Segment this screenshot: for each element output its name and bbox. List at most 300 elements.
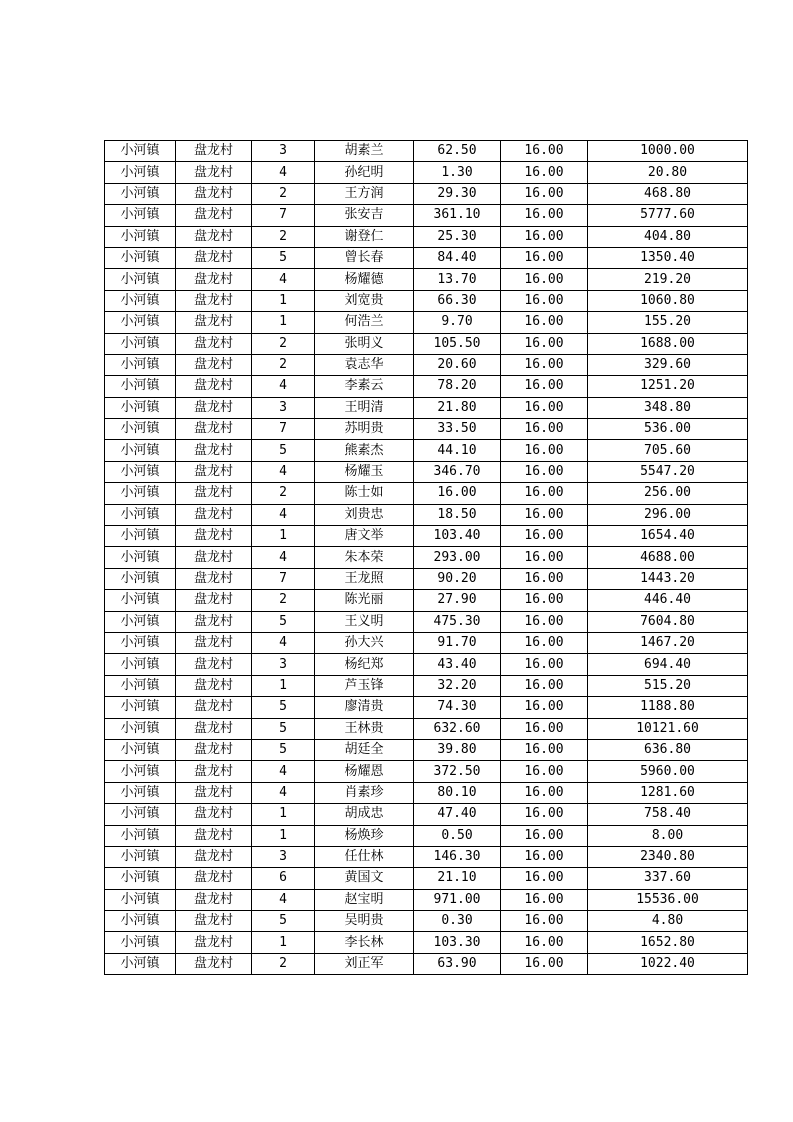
name-cell: 黄国文 bbox=[315, 868, 414, 889]
group-cell: 5 bbox=[252, 247, 315, 268]
price-cell: 16.00 bbox=[501, 290, 588, 311]
town-cell: 小河镇 bbox=[105, 868, 176, 889]
village-cell: 盘龙村 bbox=[176, 547, 252, 568]
village-cell: 盘龙村 bbox=[176, 718, 252, 739]
amount-cell: 4688.00 bbox=[588, 547, 748, 568]
group-cell: 4 bbox=[252, 269, 315, 290]
area-cell: 80.10 bbox=[414, 782, 501, 803]
area-cell: 21.80 bbox=[414, 397, 501, 418]
group-cell: 4 bbox=[252, 547, 315, 568]
group-cell: 1 bbox=[252, 312, 315, 333]
area-cell: 16.00 bbox=[414, 483, 501, 504]
area-cell: 103.30 bbox=[414, 932, 501, 953]
town-cell: 小河镇 bbox=[105, 611, 176, 632]
town-cell: 小河镇 bbox=[105, 333, 176, 354]
group-cell: 3 bbox=[252, 397, 315, 418]
name-cell: 孙大兴 bbox=[315, 632, 414, 653]
name-cell: 刘贵忠 bbox=[315, 504, 414, 525]
village-cell: 盘龙村 bbox=[176, 782, 252, 803]
name-cell: 胡廷全 bbox=[315, 739, 414, 760]
price-cell: 16.00 bbox=[501, 504, 588, 525]
amount-cell: 155.20 bbox=[588, 312, 748, 333]
price-cell: 16.00 bbox=[501, 761, 588, 782]
town-cell: 小河镇 bbox=[105, 376, 176, 397]
table-row bbox=[105, 654, 748, 675]
table-row bbox=[105, 376, 748, 397]
amount-cell: 468.80 bbox=[588, 183, 748, 204]
amount-cell: 636.80 bbox=[588, 739, 748, 760]
area-cell: 361.10 bbox=[414, 205, 501, 226]
village-cell: 盘龙村 bbox=[176, 932, 252, 953]
town-cell: 小河镇 bbox=[105, 782, 176, 803]
town-cell: 小河镇 bbox=[105, 483, 176, 504]
village-cell: 盘龙村 bbox=[176, 590, 252, 611]
table-row bbox=[105, 333, 748, 354]
amount-cell: 1467.20 bbox=[588, 632, 748, 653]
town-cell: 小河镇 bbox=[105, 183, 176, 204]
town-cell: 小河镇 bbox=[105, 312, 176, 333]
price-cell: 16.00 bbox=[501, 440, 588, 461]
amount-cell: 1688.00 bbox=[588, 333, 748, 354]
table-row bbox=[105, 953, 748, 974]
price-cell: 16.00 bbox=[501, 953, 588, 974]
table-row bbox=[105, 846, 748, 867]
area-cell: 346.70 bbox=[414, 461, 501, 482]
name-cell: 任仕林 bbox=[315, 846, 414, 867]
village-cell: 盘龙村 bbox=[176, 333, 252, 354]
group-cell: 2 bbox=[252, 333, 315, 354]
town-cell: 小河镇 bbox=[105, 632, 176, 653]
group-cell: 4 bbox=[252, 761, 315, 782]
area-cell: 1.30 bbox=[414, 162, 501, 183]
area-cell: 13.70 bbox=[414, 269, 501, 290]
town-cell: 小河镇 bbox=[105, 911, 176, 932]
name-cell: 杨焕珍 bbox=[315, 825, 414, 846]
table-row bbox=[105, 226, 748, 247]
name-cell: 熊素杰 bbox=[315, 440, 414, 461]
group-cell: 6 bbox=[252, 868, 315, 889]
village-cell: 盘龙村 bbox=[176, 911, 252, 932]
group-cell: 1 bbox=[252, 526, 315, 547]
group-cell: 2 bbox=[252, 590, 315, 611]
group-cell: 5 bbox=[252, 611, 315, 632]
table-row bbox=[105, 483, 748, 504]
area-cell: 20.60 bbox=[414, 354, 501, 375]
amount-cell: 1652.80 bbox=[588, 932, 748, 953]
table-row bbox=[105, 440, 748, 461]
group-cell: 4 bbox=[252, 889, 315, 910]
area-cell: 146.30 bbox=[414, 846, 501, 867]
area-cell: 47.40 bbox=[414, 804, 501, 825]
area-cell: 105.50 bbox=[414, 333, 501, 354]
group-cell: 5 bbox=[252, 697, 315, 718]
table-row bbox=[105, 183, 748, 204]
area-cell: 18.50 bbox=[414, 504, 501, 525]
group-cell: 1 bbox=[252, 825, 315, 846]
name-cell: 芦玉锋 bbox=[315, 675, 414, 696]
name-cell: 廖清贵 bbox=[315, 697, 414, 718]
town-cell: 小河镇 bbox=[105, 675, 176, 696]
area-cell: 9.70 bbox=[414, 312, 501, 333]
name-cell: 胡素兰 bbox=[315, 141, 414, 162]
group-cell: 3 bbox=[252, 846, 315, 867]
village-cell: 盘龙村 bbox=[176, 868, 252, 889]
group-cell: 5 bbox=[252, 911, 315, 932]
village-cell: 盘龙村 bbox=[176, 568, 252, 589]
group-cell: 2 bbox=[252, 183, 315, 204]
amount-cell: 1188.80 bbox=[588, 697, 748, 718]
name-cell: 李素云 bbox=[315, 376, 414, 397]
village-cell: 盘龙村 bbox=[176, 632, 252, 653]
table-row bbox=[105, 354, 748, 375]
area-cell: 39.80 bbox=[414, 739, 501, 760]
name-cell: 袁志华 bbox=[315, 354, 414, 375]
table-row bbox=[105, 547, 748, 568]
town-cell: 小河镇 bbox=[105, 547, 176, 568]
table-row bbox=[105, 932, 748, 953]
amount-cell: 348.80 bbox=[588, 397, 748, 418]
name-cell: 曾长春 bbox=[315, 247, 414, 268]
amount-cell: 758.40 bbox=[588, 804, 748, 825]
area-cell: 29.30 bbox=[414, 183, 501, 204]
table-row bbox=[105, 675, 748, 696]
amount-cell: 7604.80 bbox=[588, 611, 748, 632]
name-cell: 杨耀玉 bbox=[315, 461, 414, 482]
table-row bbox=[105, 889, 748, 910]
village-cell: 盘龙村 bbox=[176, 461, 252, 482]
group-cell: 7 bbox=[252, 568, 315, 589]
group-cell: 2 bbox=[252, 226, 315, 247]
table-row bbox=[105, 504, 748, 525]
price-cell: 16.00 bbox=[501, 397, 588, 418]
area-cell: 33.50 bbox=[414, 419, 501, 440]
table-row bbox=[105, 526, 748, 547]
village-cell: 盘龙村 bbox=[176, 290, 252, 311]
group-cell: 3 bbox=[252, 654, 315, 675]
group-cell: 2 bbox=[252, 483, 315, 504]
town-cell: 小河镇 bbox=[105, 825, 176, 846]
name-cell: 杨耀恩 bbox=[315, 761, 414, 782]
area-cell: 293.00 bbox=[414, 547, 501, 568]
table-row bbox=[105, 461, 748, 482]
town-cell: 小河镇 bbox=[105, 162, 176, 183]
group-cell: 1 bbox=[252, 932, 315, 953]
town-cell: 小河镇 bbox=[105, 419, 176, 440]
amount-cell: 1654.40 bbox=[588, 526, 748, 547]
name-cell: 陈光丽 bbox=[315, 590, 414, 611]
name-cell: 王方润 bbox=[315, 183, 414, 204]
price-cell: 16.00 bbox=[501, 611, 588, 632]
town-cell: 小河镇 bbox=[105, 718, 176, 739]
village-cell: 盘龙村 bbox=[176, 654, 252, 675]
town-cell: 小河镇 bbox=[105, 461, 176, 482]
village-cell: 盘龙村 bbox=[176, 697, 252, 718]
village-cell: 盘龙村 bbox=[176, 761, 252, 782]
table-row bbox=[105, 205, 748, 226]
area-cell: 27.90 bbox=[414, 590, 501, 611]
town-cell: 小河镇 bbox=[105, 568, 176, 589]
village-cell: 盘龙村 bbox=[176, 183, 252, 204]
town-cell: 小河镇 bbox=[105, 526, 176, 547]
amount-cell: 694.40 bbox=[588, 654, 748, 675]
price-cell: 16.00 bbox=[501, 247, 588, 268]
group-cell: 4 bbox=[252, 162, 315, 183]
table-row bbox=[105, 247, 748, 268]
price-cell: 16.00 bbox=[501, 226, 588, 247]
price-cell: 16.00 bbox=[501, 804, 588, 825]
amount-cell: 1251.20 bbox=[588, 376, 748, 397]
group-cell: 4 bbox=[252, 782, 315, 803]
area-cell: 63.90 bbox=[414, 953, 501, 974]
group-cell: 3 bbox=[252, 141, 315, 162]
amount-cell: 5777.60 bbox=[588, 205, 748, 226]
village-cell: 盘龙村 bbox=[176, 483, 252, 504]
village-cell: 盘龙村 bbox=[176, 804, 252, 825]
amount-cell: 337.60 bbox=[588, 868, 748, 889]
town-cell: 小河镇 bbox=[105, 397, 176, 418]
name-cell: 唐文举 bbox=[315, 526, 414, 547]
amount-cell: 1060.80 bbox=[588, 290, 748, 311]
name-cell: 杨纪郑 bbox=[315, 654, 414, 675]
name-cell: 张明义 bbox=[315, 333, 414, 354]
name-cell: 王林贵 bbox=[315, 718, 414, 739]
price-cell: 16.00 bbox=[501, 269, 588, 290]
area-cell: 0.30 bbox=[414, 911, 501, 932]
name-cell: 何浩兰 bbox=[315, 312, 414, 333]
name-cell: 杨耀德 bbox=[315, 269, 414, 290]
village-cell: 盘龙村 bbox=[176, 354, 252, 375]
name-cell: 刘宽贵 bbox=[315, 290, 414, 311]
village-cell: 盘龙村 bbox=[176, 397, 252, 418]
amount-cell: 1000.00 bbox=[588, 141, 748, 162]
group-cell: 2 bbox=[252, 953, 315, 974]
table-row bbox=[105, 419, 748, 440]
name-cell: 王明清 bbox=[315, 397, 414, 418]
amount-cell: 219.20 bbox=[588, 269, 748, 290]
table-row bbox=[105, 590, 748, 611]
price-cell: 16.00 bbox=[501, 739, 588, 760]
name-cell: 胡成忠 bbox=[315, 804, 414, 825]
town-cell: 小河镇 bbox=[105, 697, 176, 718]
area-cell: 632.60 bbox=[414, 718, 501, 739]
price-cell: 16.00 bbox=[501, 162, 588, 183]
group-cell: 4 bbox=[252, 632, 315, 653]
village-cell: 盘龙村 bbox=[176, 739, 252, 760]
village-cell: 盘龙村 bbox=[176, 953, 252, 974]
price-cell: 16.00 bbox=[501, 205, 588, 226]
town-cell: 小河镇 bbox=[105, 953, 176, 974]
town-cell: 小河镇 bbox=[105, 654, 176, 675]
table-row bbox=[105, 697, 748, 718]
table-row bbox=[105, 761, 748, 782]
name-cell: 张安吉 bbox=[315, 205, 414, 226]
group-cell: 1 bbox=[252, 290, 315, 311]
village-cell: 盘龙村 bbox=[176, 269, 252, 290]
group-cell: 7 bbox=[252, 419, 315, 440]
price-cell: 16.00 bbox=[501, 483, 588, 504]
area-cell: 25.30 bbox=[414, 226, 501, 247]
area-cell: 971.00 bbox=[414, 889, 501, 910]
price-cell: 16.00 bbox=[501, 718, 588, 739]
area-cell: 78.20 bbox=[414, 376, 501, 397]
group-cell: 7 bbox=[252, 205, 315, 226]
area-cell: 372.50 bbox=[414, 761, 501, 782]
amount-cell: 1443.20 bbox=[588, 568, 748, 589]
amount-cell: 5547.20 bbox=[588, 461, 748, 482]
area-cell: 43.40 bbox=[414, 654, 501, 675]
village-cell: 盘龙村 bbox=[176, 825, 252, 846]
amount-cell: 1281.60 bbox=[588, 782, 748, 803]
table-row bbox=[105, 739, 748, 760]
price-cell: 16.00 bbox=[501, 312, 588, 333]
amount-cell: 1350.40 bbox=[588, 247, 748, 268]
area-cell: 66.30 bbox=[414, 290, 501, 311]
subsidy-table bbox=[104, 140, 748, 975]
area-cell: 90.20 bbox=[414, 568, 501, 589]
amount-cell: 329.60 bbox=[588, 354, 748, 375]
price-cell: 16.00 bbox=[501, 333, 588, 354]
amount-cell: 4.80 bbox=[588, 911, 748, 932]
table-row bbox=[105, 804, 748, 825]
name-cell: 王义明 bbox=[315, 611, 414, 632]
group-cell: 5 bbox=[252, 440, 315, 461]
price-cell: 16.00 bbox=[501, 825, 588, 846]
table-row bbox=[105, 290, 748, 311]
table-row bbox=[105, 397, 748, 418]
area-cell: 32.20 bbox=[414, 675, 501, 696]
name-cell: 朱本荣 bbox=[315, 547, 414, 568]
price-cell: 16.00 bbox=[501, 547, 588, 568]
group-cell: 2 bbox=[252, 354, 315, 375]
town-cell: 小河镇 bbox=[105, 354, 176, 375]
area-cell: 44.10 bbox=[414, 440, 501, 461]
town-cell: 小河镇 bbox=[105, 440, 176, 461]
table-row bbox=[105, 162, 748, 183]
price-cell: 16.00 bbox=[501, 376, 588, 397]
table-row bbox=[105, 141, 748, 162]
price-cell: 16.00 bbox=[501, 868, 588, 889]
name-cell: 王龙照 bbox=[315, 568, 414, 589]
table-row bbox=[105, 312, 748, 333]
price-cell: 16.00 bbox=[501, 590, 588, 611]
table-row bbox=[105, 868, 748, 889]
village-cell: 盘龙村 bbox=[176, 226, 252, 247]
area-cell: 0.50 bbox=[414, 825, 501, 846]
price-cell: 16.00 bbox=[501, 568, 588, 589]
village-cell: 盘龙村 bbox=[176, 504, 252, 525]
group-cell: 5 bbox=[252, 739, 315, 760]
price-cell: 16.00 bbox=[501, 846, 588, 867]
price-cell: 16.00 bbox=[501, 889, 588, 910]
amount-cell: 15536.00 bbox=[588, 889, 748, 910]
name-cell: 赵宝明 bbox=[315, 889, 414, 910]
amount-cell: 5960.00 bbox=[588, 761, 748, 782]
village-cell: 盘龙村 bbox=[176, 846, 252, 867]
town-cell: 小河镇 bbox=[105, 739, 176, 760]
village-cell: 盘龙村 bbox=[176, 526, 252, 547]
village-cell: 盘龙村 bbox=[176, 162, 252, 183]
amount-cell: 705.60 bbox=[588, 440, 748, 461]
town-cell: 小河镇 bbox=[105, 846, 176, 867]
village-cell: 盘龙村 bbox=[176, 141, 252, 162]
price-cell: 16.00 bbox=[501, 782, 588, 803]
amount-cell: 536.00 bbox=[588, 419, 748, 440]
area-cell: 103.40 bbox=[414, 526, 501, 547]
table-body bbox=[105, 141, 748, 975]
price-cell: 16.00 bbox=[501, 141, 588, 162]
amount-cell: 446.40 bbox=[588, 590, 748, 611]
table-row bbox=[105, 611, 748, 632]
amount-cell: 515.20 bbox=[588, 675, 748, 696]
name-cell: 苏明贵 bbox=[315, 419, 414, 440]
village-cell: 盘龙村 bbox=[176, 889, 252, 910]
amount-cell: 404.80 bbox=[588, 226, 748, 247]
village-cell: 盘龙村 bbox=[176, 247, 252, 268]
amount-cell: 10121.60 bbox=[588, 718, 748, 739]
village-cell: 盘龙村 bbox=[176, 675, 252, 696]
table-row bbox=[105, 718, 748, 739]
table-row bbox=[105, 782, 748, 803]
area-cell: 475.30 bbox=[414, 611, 501, 632]
price-cell: 16.00 bbox=[501, 354, 588, 375]
town-cell: 小河镇 bbox=[105, 932, 176, 953]
town-cell: 小河镇 bbox=[105, 226, 176, 247]
town-cell: 小河镇 bbox=[105, 761, 176, 782]
name-cell: 肖素珍 bbox=[315, 782, 414, 803]
price-cell: 16.00 bbox=[501, 526, 588, 547]
name-cell: 陈士如 bbox=[315, 483, 414, 504]
town-cell: 小河镇 bbox=[105, 804, 176, 825]
table-row bbox=[105, 269, 748, 290]
name-cell: 李长林 bbox=[315, 932, 414, 953]
price-cell: 16.00 bbox=[501, 461, 588, 482]
area-cell: 62.50 bbox=[414, 141, 501, 162]
village-cell: 盘龙村 bbox=[176, 376, 252, 397]
town-cell: 小河镇 bbox=[105, 889, 176, 910]
price-cell: 16.00 bbox=[501, 183, 588, 204]
town-cell: 小河镇 bbox=[105, 590, 176, 611]
area-cell: 74.30 bbox=[414, 697, 501, 718]
table-row bbox=[105, 568, 748, 589]
price-cell: 16.00 bbox=[501, 632, 588, 653]
amount-cell: 256.00 bbox=[588, 483, 748, 504]
town-cell: 小河镇 bbox=[105, 247, 176, 268]
amount-cell: 2340.80 bbox=[588, 846, 748, 867]
name-cell: 孙纪明 bbox=[315, 162, 414, 183]
price-cell: 16.00 bbox=[501, 675, 588, 696]
village-cell: 盘龙村 bbox=[176, 205, 252, 226]
village-cell: 盘龙村 bbox=[176, 440, 252, 461]
town-cell: 小河镇 bbox=[105, 504, 176, 525]
village-cell: 盘龙村 bbox=[176, 611, 252, 632]
price-cell: 16.00 bbox=[501, 419, 588, 440]
price-cell: 16.00 bbox=[501, 911, 588, 932]
village-cell: 盘龙村 bbox=[176, 419, 252, 440]
group-cell: 4 bbox=[252, 376, 315, 397]
amount-cell: 20.80 bbox=[588, 162, 748, 183]
amount-cell: 8.00 bbox=[588, 825, 748, 846]
name-cell: 刘正军 bbox=[315, 953, 414, 974]
area-cell: 21.10 bbox=[414, 868, 501, 889]
amount-cell: 1022.40 bbox=[588, 953, 748, 974]
group-cell: 4 bbox=[252, 461, 315, 482]
group-cell: 4 bbox=[252, 504, 315, 525]
area-cell: 84.40 bbox=[414, 247, 501, 268]
price-cell: 16.00 bbox=[501, 697, 588, 718]
table-row bbox=[105, 632, 748, 653]
group-cell: 5 bbox=[252, 718, 315, 739]
name-cell: 谢登仁 bbox=[315, 226, 414, 247]
